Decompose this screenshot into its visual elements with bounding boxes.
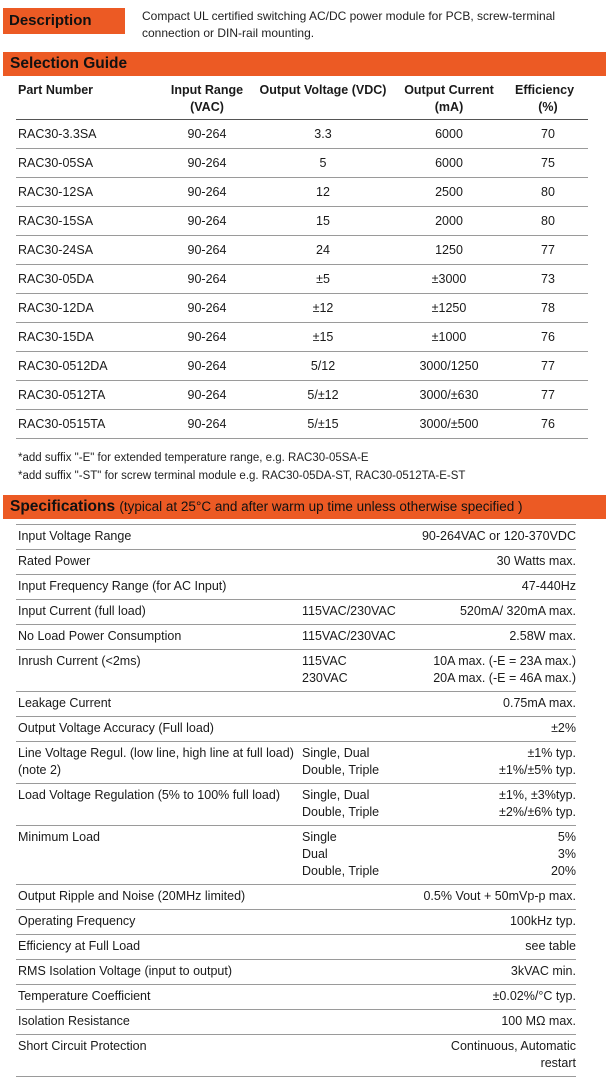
spec-value-line: 5% [557,830,576,844]
cell-input-range: 90-264 [158,352,256,381]
cell-part-number: RAC30-0512DA [16,352,158,381]
spec-value-line: ±2% [551,721,576,735]
cell-input-range: 90-264 [158,120,256,149]
spec-value-line: see table [525,939,576,953]
table-row [16,294,588,323]
spec-value-line: 20% [550,864,576,878]
table-row [16,120,588,149]
header-part-number: Part Number [16,80,158,120]
table-row [16,149,588,178]
spec-condition-line: 115VAC/230VAC [302,629,396,643]
table-row [16,352,588,381]
spec-value [420,885,576,910]
spec-parameter-line: Isolation Resistance [18,1014,130,1028]
spec-value [420,826,576,885]
description-section [0,0,610,48]
cell-input-range: 90-264 [158,265,256,294]
header-output-voltage: Output Voltage (VDC) [256,80,390,120]
spec-parameter-line: Output Voltage Accuracy (Full load) [18,721,214,735]
spec-condition [302,935,420,960]
spec-value [420,600,576,625]
spec-parameter-line: Temperature Coefficient [18,989,151,1003]
cell-output-voltage: 3.3 [256,120,390,149]
cell-part-number: RAC30-05SA [16,149,158,178]
spec-value-line: 47-440Hz [521,579,576,593]
spec-row [16,885,576,910]
cell-input-range: 90-264 [158,294,256,323]
spec-parameter [16,1010,302,1035]
spec-parameter [16,742,302,784]
selection-guide-header-row [16,80,588,120]
header-output-current: Output Current (mA) [390,80,508,120]
cell-input-range: 90-264 [158,410,256,439]
spec-value-line: 100kHz typ. [509,914,576,928]
spec-value-line: 520mA/ 320mA max. [459,604,576,618]
spec-parameter-line: Load Voltage Regulation (5% to 100% full load) [18,788,280,802]
cell-output-current: 6000 [390,120,508,149]
cell-input-range: 90-264 [158,381,256,410]
cell-input-range: 90-264 [158,236,256,265]
spec-value [420,960,576,985]
cell-part-number: RAC30-12DA [16,294,158,323]
table-row [16,381,588,410]
spec-parameter [16,692,302,717]
cell-output-voltage: 24 [256,236,390,265]
spec-condition [302,826,420,885]
spec-parameter [16,985,302,1010]
cell-output-current: 6000 [390,149,508,178]
spec-parameter [16,960,302,985]
cell-efficiency: 75 [508,149,588,178]
spec-condition [302,550,420,575]
table-row [16,265,588,294]
spec-row [16,625,576,650]
cell-part-number: RAC30-12SA [16,178,158,207]
spec-value-line: ±1%/±5% typ. [499,763,576,777]
spec-row [16,600,576,625]
spec-value-line: 3kVAC min. [510,964,576,978]
cell-input-range: 90-264 [158,207,256,236]
cell-efficiency: 76 [508,323,588,352]
spec-parameter-line: Input Current (full load) [18,604,146,618]
spec-row [16,784,576,826]
spec-row [16,985,576,1010]
cell-efficiency: 78 [508,294,588,323]
spec-condition-line: Double, Triple [302,864,380,878]
spec-parameter [16,784,302,826]
cell-part-number: RAC30-05DA [16,265,158,294]
spec-parameter-line: (note 2) [18,763,62,777]
spec-condition [302,960,420,985]
spec-condition [302,575,420,600]
selection-guide-body [16,120,588,439]
specifications-table [16,524,576,1077]
cell-output-voltage: ±15 [256,323,390,352]
spec-condition [302,985,420,1010]
table-row [16,323,588,352]
header-efficiency: Efficiency (%) [508,80,588,120]
cell-efficiency: 73 [508,265,588,294]
cell-output-voltage: 5/±12 [256,381,390,410]
spec-parameter-line: Rated Power [18,554,91,568]
cell-input-range: 90-264 [158,149,256,178]
cell-part-number: RAC30-15SA [16,207,158,236]
spec-value [420,625,576,650]
spec-parameter [16,550,302,575]
spec-value-line: 0.5% Vout + 50mVp-p max. [423,889,576,903]
spec-value-line: 20A max. (-E = 46A max.) [433,671,576,685]
spec-condition [302,600,420,625]
cell-output-voltage: 12 [256,178,390,207]
spec-parameter-line: Operating Frequency [18,914,136,928]
spec-parameter [16,885,302,910]
spec-parameter-line: Minimum Load [18,830,100,844]
cell-output-current: 3000/1250 [390,352,508,381]
spec-parameter-line: RMS Isolation Voltage (input to output) [18,964,233,978]
spec-value-line: 0.75mA max. [503,696,576,710]
specifications-subtitle: (typical at 25°C and after warm up time unless otherwise specified ) [119,499,523,514]
spec-condition-line: 115VAC/230VAC [302,604,396,618]
spec-value [420,1010,576,1035]
cell-output-current: ±3000 [390,265,508,294]
cell-output-voltage: 5 [256,149,390,178]
cell-output-voltage: ±5 [256,265,390,294]
cell-output-voltage: 5/12 [256,352,390,381]
spec-row [16,826,576,885]
spec-condition [302,910,420,935]
selection-guide-notes [18,449,465,485]
table-row [16,410,588,439]
table-row [16,236,588,265]
spec-row [16,742,576,784]
spec-parameter [16,650,302,692]
spec-parameter-line: No Load Power Consumption [18,629,182,643]
specifications-body [16,525,576,1077]
spec-row [16,650,576,692]
description-text: Compact UL certified switching AC/DC power module for PCB, screw-terminal connection or DIN-rail mounting. [142,9,556,40]
spec-condition-line: 115VAC [302,654,347,668]
spec-parameter-line: Line Voltage Regul. (low line, high line at full load) [18,746,294,760]
table-row [16,207,588,236]
cell-output-current: 3000/±630 [390,381,508,410]
cell-output-current: 2500 [390,178,508,207]
cell-part-number: RAC30-3.3SA [16,120,158,149]
spec-parameter-line: Input Voltage Range [18,529,132,543]
spec-condition [302,525,420,550]
selection-guide-header [3,52,606,76]
spec-row [16,525,576,550]
spec-parameter-line: Output Ripple and Noise (20MHz limited) [18,889,246,903]
spec-row [16,692,576,717]
spec-condition-line: 230VAC [302,671,348,685]
spec-value [420,717,576,742]
spec-parameter [16,525,302,550]
cell-output-voltage: ±12 [256,294,390,323]
spec-condition-line: Double, Triple [302,805,380,819]
specifications-title: Specifications [10,498,116,515]
spec-value [420,692,576,717]
cell-part-number: RAC30-0512TA [16,381,158,410]
spec-condition-line: Double, Triple [302,763,380,777]
spec-value [420,575,576,600]
spec-condition-line: Single, Dual [302,746,370,760]
cell-part-number: RAC30-24SA [16,236,158,265]
spec-value [420,742,576,784]
specifications-header [3,495,606,519]
spec-row [16,550,576,575]
cell-output-current: 1250 [390,236,508,265]
spec-value-line: 10A max. (-E = 23A max.) [433,654,576,668]
selection-guide-title: Selection Guide [10,55,128,72]
spec-value-line: Continuous, Automatic restart [450,1039,576,1070]
cell-output-voltage: 5/±15 [256,410,390,439]
cell-part-number: RAC30-15DA [16,323,158,352]
spec-parameter [16,575,302,600]
spec-condition [302,692,420,717]
spec-value [420,935,576,960]
spec-parameter [16,717,302,742]
note-suffix-st: *add suffix "-ST" for screw terminal module e.g. RAC30-05DA-ST, RAC30-0512TA-E-ST [18,470,466,482]
spec-condition [302,650,420,692]
spec-condition-line: Single [302,830,337,844]
spec-row [16,935,576,960]
cell-output-voltage: 15 [256,207,390,236]
spec-row [16,575,576,600]
spec-value-line: ±1% typ. [527,746,576,760]
spec-parameter-line: Efficiency at Full Load [18,939,141,953]
cell-output-current: 2000 [390,207,508,236]
spec-condition-line: Dual [302,847,328,861]
header-input-range: Input Range (VAC) [158,80,256,120]
spec-value-line: 100 MΩ max. [501,1014,576,1028]
spec-value [420,525,576,550]
note-suffix-e: *add suffix "-E" for extended temperature range, e.g. RAC30-05SA-E [18,452,369,464]
spec-parameter-line: Short Circuit Protection [18,1039,147,1053]
spec-value [420,910,576,935]
spec-value-line: 30 Watts max. [496,554,576,568]
spec-value [420,985,576,1010]
spec-value [420,550,576,575]
spec-condition [302,885,420,910]
cell-efficiency: 77 [508,352,588,381]
spec-parameter [16,826,302,885]
spec-row [16,960,576,985]
spec-parameter-line: Inrush Current (<2ms) [18,654,141,668]
spec-value-line: ±2%/±6% typ. [499,805,576,819]
spec-row [16,910,576,935]
spec-condition [302,717,420,742]
cell-efficiency: 77 [508,236,588,265]
spec-value-line: ±0.02%/°C typ. [492,989,576,1003]
spec-condition [302,784,420,826]
cell-efficiency: 70 [508,120,588,149]
spec-value-line: 90-264VAC or 120-370VDC [421,529,576,543]
spec-condition [302,1010,420,1035]
spec-value-line: 2.58W max. [509,629,576,643]
spec-parameter [16,600,302,625]
cell-efficiency: 80 [508,207,588,236]
cell-efficiency: 76 [508,410,588,439]
cell-efficiency: 77 [508,381,588,410]
spec-row [16,717,576,742]
cell-efficiency: 80 [508,178,588,207]
spec-parameter-line: Input Frequency Range (for AC Input) [18,579,227,593]
description-label: Description [3,8,125,34]
spec-value-line: 3% [557,847,576,861]
spec-parameter [16,910,302,935]
cell-output-current: ±1000 [390,323,508,352]
spec-value [420,784,576,826]
spec-condition-line: Single, Dual [302,788,370,802]
spec-value-line: ±1%, ±3%typ. [499,788,576,802]
spec-condition [302,625,420,650]
spec-parameter-line: Leakage Current [18,696,112,710]
cell-input-range: 90-264 [158,323,256,352]
selection-guide-table [16,80,588,439]
cell-output-current: ±1250 [390,294,508,323]
table-row [16,178,588,207]
spec-parameter [16,935,302,960]
spec-condition [302,742,420,784]
spec-value [420,650,576,692]
cell-part-number: RAC30-0515TA [16,410,158,439]
spec-row [16,1010,576,1035]
cell-output-current: 3000/±500 [390,410,508,439]
cell-input-range: 90-264 [158,178,256,207]
spec-parameter [16,625,302,650]
